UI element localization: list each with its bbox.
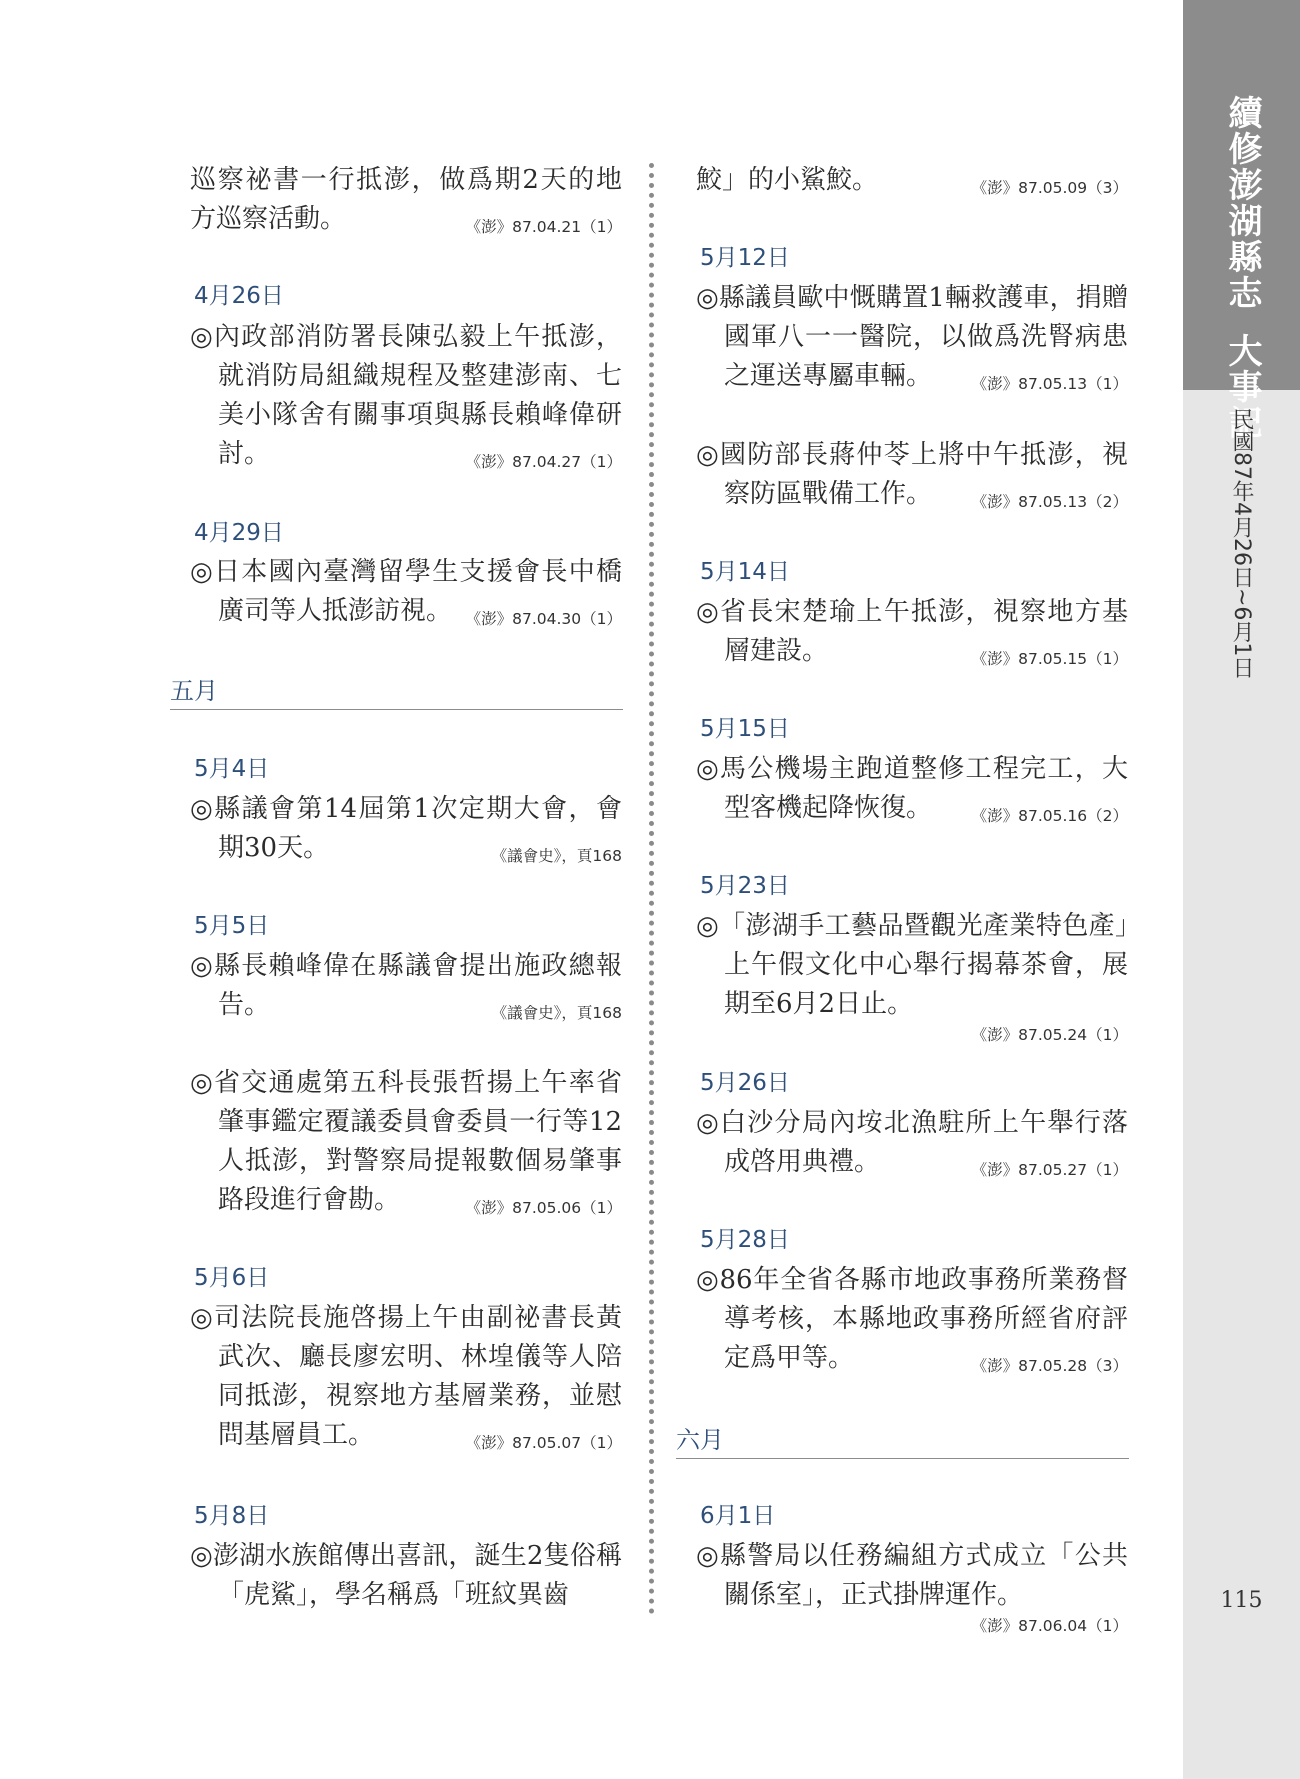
entry-date: 5月6日 — [194, 1265, 270, 1291]
entry — [668, 1104, 1128, 1190]
entry — [162, 1064, 622, 1228]
entry — [668, 750, 1128, 836]
entry — [162, 1537, 622, 1615]
book-title-section: 大事記 — [1222, 333, 1262, 441]
page-number: 115 — [1220, 1588, 1263, 1613]
month-heading: 五月 — [170, 675, 623, 710]
entry-source: 《澎》87.04.21（1） — [465, 218, 622, 236]
entry-source: 《澎》87.05.15（1） — [971, 650, 1128, 668]
entry-text: 鮫」的小鯊鮫。 — [696, 165, 879, 195]
entry-date: 5月12日 — [700, 245, 790, 271]
entry — [162, 553, 622, 639]
entry — [668, 1261, 1128, 1386]
entry — [668, 593, 1128, 679]
entry-source: 《澎》87.05.24（1） — [971, 1026, 1128, 1044]
entry-source: 《澎》87.05.27（1） — [971, 1161, 1128, 1179]
entry-continued — [668, 161, 1128, 208]
entry-text: ◎省交通處第五科長張哲揚上午率省肇事鑑定覆議委員會委員一行等12人抵澎，對警察局提報數個易肇事路段進行會勘。 — [190, 1068, 622, 1215]
month-heading: 六月 — [676, 1424, 1129, 1459]
entry-date: 5月23日 — [700, 873, 790, 899]
entry — [162, 947, 622, 1033]
entry-source: 《澎》87.05.13（1） — [971, 375, 1128, 393]
entry-text: ◎縣長賴峰偉在縣議會提出施政總報告。 — [190, 951, 622, 1020]
entry-source: 《議會史》，頁168 — [491, 1004, 622, 1022]
entry-source: 《澎》87.05.28（3） — [971, 1357, 1128, 1375]
entry-text: ◎國防部長蔣仲苓上將中午抵澎，視察防區戰備工作。 — [696, 440, 1128, 509]
column-divider — [649, 163, 654, 1615]
book-title-main: 續修澎湖縣志 — [1222, 95, 1262, 311]
entry-date: 5月4日 — [194, 756, 270, 782]
entry-source: 《澎》87.05.16（2） — [971, 807, 1128, 825]
entry-continued — [162, 161, 622, 247]
entry-text: ◎縣議會第14屆第1次定期大會，會期30天。 — [190, 794, 622, 863]
entry-source: 《澎》87.05.07（1） — [465, 1434, 622, 1452]
entry-date: 5月5日 — [194, 913, 270, 939]
entry-source: 《澎》87.06.04（1） — [971, 1617, 1128, 1635]
entry — [668, 436, 1128, 522]
entry — [162, 790, 622, 876]
entry-source: 《澎》87.05.09（3） — [971, 179, 1128, 197]
entry-text: ◎馬公機場主跑道整修工程完工，大型客機起降恢復。 — [696, 754, 1128, 823]
entry-source: 《澎》87.04.30（1） — [465, 610, 622, 628]
entry-text: ◎86年全省各縣市地政事務所業務督導考核，本縣地政事務所經省府評定爲甲等。 — [696, 1265, 1128, 1373]
entry-text: ◎省長宋楚瑜上午抵澎，視察地方基層建設。 — [696, 597, 1128, 666]
entry-date: 5月15日 — [700, 716, 790, 742]
entry-text: ◎縣議員歐中慨購置1輛救護車，捐贈國軍八一一醫院，以做爲洗腎病患之運送專屬車輛。 — [696, 283, 1128, 391]
chapter-date-range: 民國87年4月26日~6月1日 — [1229, 408, 1254, 679]
entry — [162, 1299, 622, 1463]
book-title — [1183, 95, 1300, 441]
entry — [668, 279, 1128, 404]
entry-text: ◎內政部消防署長陳弘毅上午抵澎，就消防局組織規程及整建澎南、七美小隊舍有關事項與縣長賴峰偉研討。 — [190, 322, 622, 469]
entry-text: 巡察祕書一行抵澎，做爲期2天的地方巡察活動。 — [190, 165, 622, 234]
entry-date: 6月1日 — [700, 1503, 776, 1529]
entry-date: 5月14日 — [700, 559, 790, 585]
entry-date: 5月8日 — [194, 1503, 270, 1529]
entry-date: 5月28日 — [700, 1227, 790, 1253]
entry-text: ◎司法院長施啓揚上午由副祕書長黃武次、廳長廖宏明、林堭儀等人陪同抵澎，視察地方基層業務，並慰問基層員工。 — [190, 1303, 622, 1450]
entry-date: 4月29日 — [194, 520, 284, 546]
entry — [668, 907, 1128, 1046]
entry-text: ◎白沙分局內垵北漁駐所上午舉行落成啓用典禮。 — [696, 1108, 1128, 1177]
entry-source: 《議會史》，頁168 — [491, 847, 622, 865]
entry-text: ◎「澎湖手工藝品暨觀光產業特色產」上午假文化中心舉行揭幕茶會，展期至6月2日止。 — [696, 911, 1128, 1019]
entry-source: 《澎》87.04.27（1） — [465, 453, 622, 471]
entry-date: 4月26日 — [194, 283, 284, 309]
entry-source: 《澎》87.05.13（2） — [971, 493, 1128, 511]
entry — [162, 318, 622, 482]
entry-source: 《澎》87.05.06（1） — [465, 1199, 622, 1217]
entry-date: 5月26日 — [700, 1070, 790, 1096]
entry — [668, 1537, 1128, 1637]
entry-text: ◎日本國內臺灣留學生支援會長中橋廣司等人抵澎訪視。 — [190, 557, 622, 626]
entry-text: ◎縣警局以任務編組方式成立「公共關係室」，正式掛牌運作。 — [696, 1541, 1128, 1610]
entry-text: ◎澎湖水族館傳出喜訊，誕生2隻俗稱「虎鯊」，學名稱爲「班紋異齒 — [190, 1541, 622, 1610]
